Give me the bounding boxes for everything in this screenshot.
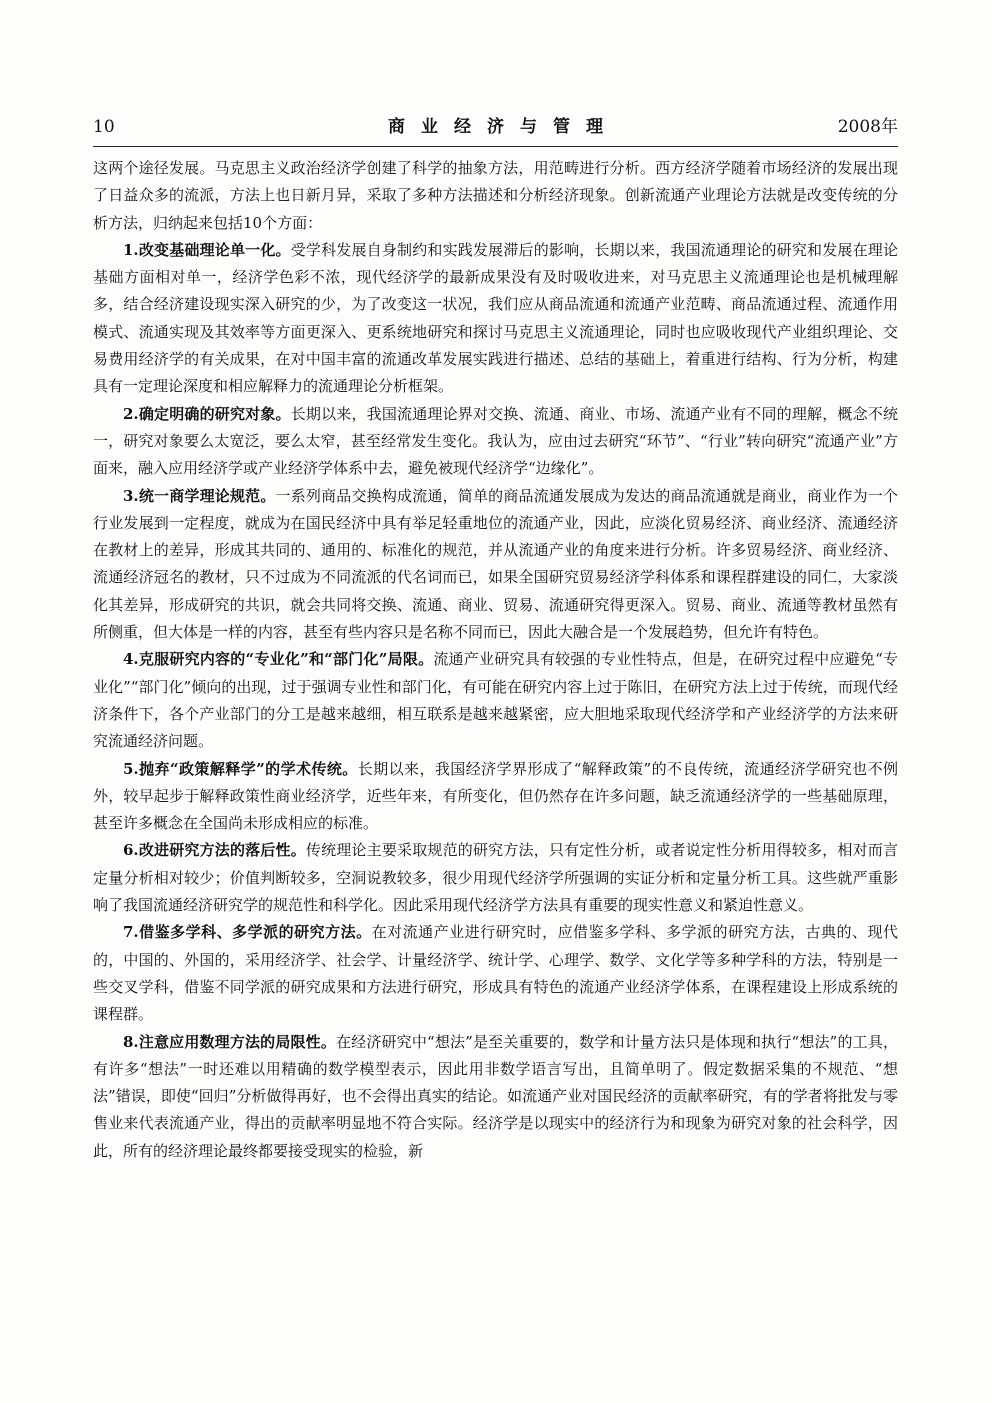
point-text: 传统理论主要采取规范的研究方法，只有定性分析，或者说定性分析用得较多，相对而言定量分析相对较少；价值判断较多，空洞说教较多，很少用现代经济学所强调的实证分析和定量分析工具。这些就严重影响了我国流通经济研究学的规范性和科学化。因此采用现代经济学方法具有重要的现实性意义和紧迫性意义。 <box>93 841 898 915</box>
point-title: 6.改进研究方法的落后性。 <box>123 841 306 860</box>
running-header <box>93 112 898 142</box>
publication-year: 2008年 <box>837 117 898 137</box>
point-paragraph-6 <box>93 837 898 919</box>
point-text: 长期以来，我国流通理论界对交换、流通、商业、市场、流通产业有不同的理解，概念不统一，研究对象要么太宽泛，要么太窄，甚至经常发生变化。我认为，应由过去研究“环节”、“行业”转向研究“流通产业”方面来，融入应用经济学或产业经济学体系中去，避免被现代经济学“边缘化”。 <box>93 404 898 478</box>
point-title: 5.抛弃“政策解释学”的学术传统。 <box>123 759 358 778</box>
header-rule <box>93 146 898 147</box>
point-paragraph-1 <box>93 237 898 401</box>
point-title: 4.克服研究内容的“专业化”和“部门化”局限。 <box>123 650 434 669</box>
point-text: 受学科发展自身制约和实践发展滞后的影响，长期以来，我国流通理论的研究和发展在理论基础方面相对单一，经济学色彩不浓，现代经济学的最新成果没有及时吸收进来，对马克思主义流通理论也是机械理解多，结合经济建设现实深入研究的少，为了改变这一状况，我们应从商品流通和流通产业范畴、商品流通过程、流通作用模式、流通实现及其效率等方面更深入、更系统地研究和探讨马克思主义流通理论，同时也应吸收现代产业组织理论、交易费用经济学的有关成果，在对中国丰富的流通改革发展实践进行描述、总结的基础上，着重进行结构、行为分析，构建具有一定理论深度和相应解释力的流通理论分析框架。 <box>93 240 898 396</box>
journal-title: 商业经济与管理 <box>388 117 619 137</box>
point-title: 1.改变基础理论单一化。 <box>123 240 291 259</box>
point-title: 7.借鉴多学科、多学派的研究方法。 <box>123 923 372 942</box>
point-text: 一系列商品交换构成流通，简单的商品流通发展成为发达的商品流通就是商业，商业作为一个行业发展到一定程度，就成为在国民经济中具有举足轻重地位的流通产业，因此，应淡化贸易经济、商业经济、流通经济在教材上的差异，形成其共同的、通用的、标准化的规范，并从流通产业的角度来进行分析。许多贸易经济、商业经济、流通经济冠名的教材，只不过成为不同流派的代名词而已，如果全国研究贸易经济学科体系和课程群建设的同仁，大家淡化其差异，形成研究的共识，就会共同将交换、流通、商业、贸易、流通研究得更深入。贸易、商业、流通等教材虽然有所侧重，但大体是一样的内容，甚至有些内容只是名称不同而已，因此大融合是一个发展趋势，但允许有特色。 <box>93 486 898 642</box>
intro-paragraph: 这两个途径发展。马克思主义政治经济学创建了科学的抽象方法，用范畴进行分析。西方经济学随着市场经济的发展出现了日益众多的流派，方法上也日新月异，采取了多种方法描述和分析经济现象。创新流通产业理论方法就是改变传统的分析方法，归纳起来包括10个方面： <box>93 159 898 232</box>
point-paragraph-7 <box>93 919 898 1028</box>
point-paragraph-5 <box>93 756 898 838</box>
point-title: 8.注意应用数理方法的局限性。 <box>123 1032 336 1051</box>
point-text: 流通产业研究具有较强的专业性特点，但是，在研究过程中应避免“专业化”“部门化”倾向的出现，过于强调专业性和部门化，有可能在研究内容上过于陈旧，在研究方法上过于传统，而现代经济条件下，各个产业部门的分工是越来越细，相互联系是越来越紧密，应大胆地采取现代经济学和产业经济学的方法来研究流通经济问题。 <box>93 650 898 751</box>
point-text: 在对流通产业进行研究时，应借鉴多学科、多学派的研究方法，古典的、现代的，中国的、外国的，采用经济学、社会学、计量经济学、统计学、心理学、数学、文化学等多种学科的方法，特别是一些交叉学科，借鉴不同学派的研究成果和方法进行研究，形成具有特色的流通产业经济学体系，在课程建设上形成系统的课程群。 <box>93 923 898 1024</box>
point-paragraph-4 <box>93 646 898 755</box>
point-paragraph-2 <box>93 401 898 483</box>
point-title: 2.确定明确的研究对象。 <box>123 404 291 423</box>
point-text: 长期以来，我国经济学界形成了“解释政策”的不良传统，流通经济学研究也不例外，较早起步于解释政策性商业经济学，近些年来，有所变化，但仍然存在许多问题，缺乏流通经济学的一些基础原理，甚至许多概念在全国尚未形成相应的标准。 <box>93 759 899 833</box>
point-paragraph-8 <box>93 1029 898 1165</box>
point-paragraph-3 <box>93 483 898 647</box>
article-body <box>93 155 898 1165</box>
point-title: 3.统一商学理论规范。 <box>123 486 276 505</box>
page-number: 10 <box>93 117 115 137</box>
point-text: 在经济研究中“想法”是至关重要的，数学和计量方法只是体现和执行“想法”的工具，有许多“想法”一时还难以用精确的数学模型表示，因此用非数学语言写出，且简单明了。假定数据采集的不规范、“想法”错误，即使“回归”分析做得再好，也不会得出真实的结论。如流通产业对国民经济的贡献率研究，有的学者将批发与零售业来代表流通产业，得出的贡献率明显地不符合实际。经济学是以现实中的经济行为和现象为研究对象的社会科学，因此，所有的经济理论最终都要接受现实的检验，新 <box>93 1032 898 1160</box>
